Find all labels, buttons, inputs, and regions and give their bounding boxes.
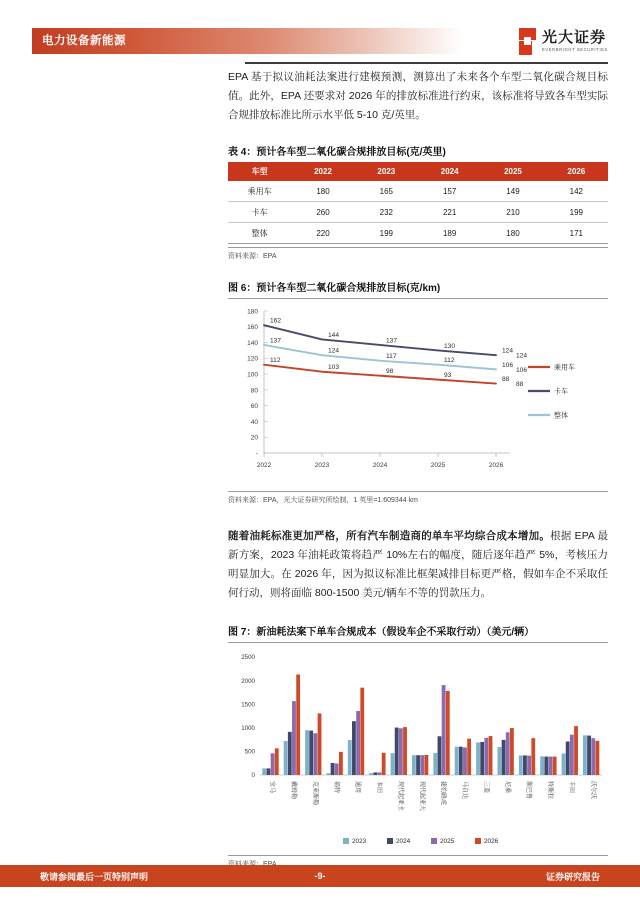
bar-2026-现代起亚大 — [424, 755, 428, 775]
bar-2025-丰田 — [570, 735, 574, 775]
x-axis-tick: 2023 — [314, 462, 330, 469]
legend-swatch-2026 — [475, 838, 481, 844]
x-axis-category: 宝马 — [268, 781, 275, 794]
bar-2026-斯巴鲁 — [531, 738, 535, 775]
bar-2025-通用 — [356, 711, 360, 775]
paragraph-2-rest: 根据 EPA 最新方案，2023 年油耗政策将趋严 10%左右的幅度，随后逐年趋严 5%，考核压力明显加大。在 2026 年，因为拟议标准比框架减排目标更严格，假如车企不采取任何行动，则将面临 800-1500 美元/辆车不等的罚款压力。 — [228, 530, 608, 599]
bar-2025-斯巴鲁 — [527, 756, 531, 775]
table-cell: 142 — [545, 181, 608, 202]
table-row — [228, 202, 608, 223]
bar-2024-宝马 — [267, 768, 271, 775]
x-axis-category: 现代起亚主 — [396, 781, 403, 812]
legend-label: 2026 — [484, 838, 499, 845]
data-label: 88 — [502, 376, 510, 384]
x-axis-tick: 2025 — [430, 462, 446, 469]
bar-2026-捷豹路虎 — [446, 691, 450, 775]
legend-label: 卡车 — [554, 388, 568, 396]
y-axis-tick: 20 — [250, 434, 258, 442]
data-label: 112 — [270, 357, 281, 365]
bar-2025-现代起亚主 — [399, 728, 403, 775]
table-4-header-4: 2025 — [481, 162, 544, 181]
bar-2024-通用 — [352, 721, 356, 775]
series-end-label: 106 — [516, 366, 528, 374]
bar-2025-三菱 — [484, 738, 488, 775]
x-axis-category: 捷豹路虎 — [439, 781, 446, 806]
x-axis-tick: 2022 — [256, 462, 272, 469]
table-cell: 165 — [355, 181, 418, 202]
bar-2023-本田 — [369, 773, 373, 775]
bar-2025-宝马 — [271, 753, 275, 775]
y-axis-tick: 40 — [250, 418, 258, 426]
bar-2023-捷豹路虎 — [433, 753, 437, 775]
y-axis-tick: 120 — [247, 355, 258, 363]
x-axis-category: 福特 — [332, 781, 339, 794]
bar-2026-福特 — [339, 752, 343, 775]
logo-name-cn: 光大证券 — [541, 28, 606, 46]
bar-2025-特斯拉 — [549, 757, 553, 775]
everbright-logo-icon — [519, 28, 536, 55]
table-cell: 199 — [545, 202, 608, 223]
data-label: 112 — [444, 357, 455, 365]
table-4-header-5: 2026 — [545, 162, 608, 181]
bar-2026-戴姆勒 — [296, 674, 300, 775]
table-4-header-1: 2022 — [291, 162, 354, 181]
bar-2025-本田 — [378, 772, 382, 775]
bar-2026-丰田 — [574, 726, 578, 775]
bar-2023-沃尔沃 — [583, 735, 587, 775]
data-label: 98 — [386, 368, 394, 376]
table-cell: 220 — [291, 223, 354, 244]
y-axis-tick: 2000 — [241, 677, 255, 685]
legend-label: 2025 — [440, 838, 455, 845]
x-axis-category: 丰田 — [567, 781, 574, 794]
bar-2023-通用 — [348, 740, 352, 775]
section-label: 电力设备新能源 — [42, 35, 126, 47]
bar-2025-戴姆勒 — [292, 701, 296, 775]
table-cell: 189 — [418, 223, 481, 244]
bar-2023-斯巴鲁 — [519, 755, 523, 775]
y-axis-tick: 160 — [247, 324, 258, 332]
x-axis-category: 三菱 — [482, 781, 489, 794]
figure-7-title: 图 7：新油耗法案下单车合规成本（假设车企不采取行动）（美元/辆） — [228, 627, 535, 638]
logo-name-en: EVERBRIGHT SECURITIES — [541, 46, 608, 52]
table-row — [228, 223, 608, 244]
data-label: 106 — [502, 361, 514, 369]
bar-2024-戴姆勒 — [288, 732, 292, 775]
table-4-title: 表 4：预计各车型二氧化碳合规排放目标(克/英里) — [228, 147, 446, 158]
bar-2024-现代起亚主 — [395, 728, 399, 775]
bar-2024-丰田 — [566, 741, 570, 775]
line-chart-svg — [228, 303, 608, 488]
series-end-label: 124 — [516, 352, 528, 360]
bar-chart-svg — [228, 647, 608, 852]
y-axis-tick: 180 — [247, 308, 258, 316]
y-axis-tick: 500 — [244, 748, 255, 756]
y-axis-tick: 0 — [251, 772, 255, 780]
bar-2023-三菱 — [476, 742, 480, 775]
bar-2026-沃尔沃 — [595, 741, 599, 775]
data-label: 137 — [270, 337, 282, 345]
legend-swatch-2024 — [387, 838, 393, 844]
table-4-source: 资料来源：EPA — [228, 247, 608, 261]
bar-2023-丰田 — [562, 754, 566, 775]
legend-swatch-2025 — [431, 838, 437, 844]
bar-2025-沃尔沃 — [591, 738, 595, 775]
figure-6-title: 图 6：预计各车型二氧化碳合规排放目标(克/km) — [228, 283, 441, 294]
bar-2024-捷豹路虎 — [438, 736, 442, 775]
x-axis-category: 戴姆勒 — [290, 781, 297, 800]
page-footer — [0, 865, 640, 887]
table-cell: 157 — [418, 181, 481, 202]
bar-2023-福特 — [326, 773, 330, 775]
bar-2025-克莱斯勒 — [313, 733, 317, 775]
bar-2026-马自达 — [467, 739, 471, 775]
exhibit-figure-7 — [228, 623, 608, 869]
data-label: 130 — [444, 342, 456, 350]
table-cell: 乘用车 — [228, 181, 291, 202]
data-label: 144 — [328, 331, 340, 339]
exhibit-figure-6 — [228, 279, 608, 505]
footer-page-number: -9- — [314, 871, 326, 881]
footer-report-type: 证券研究报告 — [545, 871, 600, 882]
data-label: 103 — [328, 364, 340, 372]
legend-swatch-2023 — [343, 838, 349, 844]
y-axis-tick: 1000 — [241, 725, 255, 732]
x-axis-category: 通用 — [354, 781, 361, 794]
bar-2023-现代起亚主 — [391, 753, 395, 775]
x-axis-category: 克莱斯勒 — [311, 781, 318, 806]
bar-2024-克莱斯勒 — [309, 731, 313, 775]
y-axis-tick: 60 — [250, 403, 258, 411]
bar-2024-三菱 — [480, 742, 484, 775]
table-cell: 180 — [291, 181, 354, 202]
figure-6-source: 资料来源：EPA，光大证券研究所绘制，1 英里=1.609344 km — [228, 491, 608, 505]
bar-2024-马自达 — [459, 747, 463, 775]
bar-2023-尼桑 — [497, 747, 501, 775]
table-cell: 232 — [355, 202, 418, 223]
table-cell: 221 — [418, 202, 481, 223]
bar-2024-斯巴鲁 — [523, 755, 527, 775]
bar-2025-马自达 — [463, 747, 467, 775]
x-axis-category: 现代起亚大 — [418, 781, 425, 812]
table-cell: 180 — [481, 223, 544, 244]
bar-2024-沃尔沃 — [587, 736, 591, 775]
y-axis-tick: 1500 — [241, 701, 255, 709]
paragraph-1: EPA 基于拟议油耗法案进行建模预测，测算出了未来各个车型二氧化碳合规目标值。此外，EPA 还要求对 2026 年的排放标准进行约束，该标准将导致各车型实际合规排放标准比所示水平低 5-10 克/英里。 — [228, 71, 608, 121]
content-column — [228, 68, 608, 869]
table-cell: 卡车 — [228, 202, 291, 223]
x-axis-category: 特斯拉 — [546, 781, 553, 800]
x-axis-category: 马自达 — [461, 781, 468, 800]
bar-2026-通用 — [360, 688, 364, 775]
bar-2025-捷豹路虎 — [442, 685, 446, 775]
bar-2023-克莱斯勒 — [305, 730, 309, 775]
y-axis-tick: 140 — [247, 339, 258, 347]
bar-2023-宝马 — [262, 768, 266, 775]
paragraph-2 — [228, 527, 608, 603]
data-label: 124 — [502, 347, 514, 355]
table-4 — [228, 162, 608, 244]
x-axis-category: 尼桑 — [503, 781, 510, 794]
table-cell: 171 — [545, 223, 608, 244]
table-cell: 199 — [355, 223, 418, 244]
header-rule — [245, 62, 608, 64]
bar-2026-现代起亚主 — [403, 727, 407, 775]
data-label: 162 — [270, 317, 282, 325]
table-cell: 149 — [481, 181, 544, 202]
table-4-header-3: 2024 — [418, 162, 481, 181]
bar-2025-尼桑 — [506, 732, 510, 775]
bar-2024-尼桑 — [502, 740, 506, 775]
bar-2023-特斯拉 — [540, 756, 544, 775]
y-axis-tick: 80 — [250, 387, 258, 395]
series-end-label: 88 — [516, 380, 524, 388]
table-row — [228, 181, 608, 202]
y-axis-tick: 100 — [247, 371, 258, 379]
brand-logo — [519, 24, 608, 58]
bar-2026-宝马 — [275, 748, 279, 775]
table-cell: 整体 — [228, 223, 291, 244]
bar-2026-尼桑 — [510, 728, 514, 775]
bar-2025-福特 — [335, 763, 339, 775]
legend-label: 乘用车 — [554, 364, 575, 372]
x-axis-category: 本田 — [375, 781, 382, 794]
exhibit-table-4 — [228, 143, 608, 261]
bar-2024-特斯拉 — [544, 757, 548, 775]
bar-2023-马自达 — [455, 747, 459, 775]
paragraph-2-lead: 随着油耗标准更加严格，所有汽车制造商的单车平均综合成本增加。 — [228, 530, 551, 542]
bar-2026-三菱 — [489, 736, 493, 775]
figure-7-bar-chart — [228, 647, 608, 852]
data-label: 117 — [386, 353, 397, 361]
table-cell: 210 — [481, 202, 544, 223]
legend-label: 2023 — [352, 838, 367, 845]
x-axis-tick: 2024 — [372, 462, 388, 469]
bar-2025-现代起亚大 — [420, 755, 424, 775]
x-axis-tick: 2026 — [488, 462, 504, 469]
y-axis-tick: - — [255, 450, 258, 458]
table-cell: 260 — [291, 202, 354, 223]
bar-2026-特斯拉 — [553, 757, 557, 775]
bar-2024-现代起亚大 — [416, 755, 420, 775]
header-band — [32, 28, 462, 54]
data-label: 93 — [444, 372, 452, 380]
legend-label: 整体 — [554, 412, 568, 420]
bar-2023-戴姆勒 — [284, 741, 288, 775]
legend-label: 2024 — [396, 838, 411, 845]
table-4-header-0: 车型 — [228, 162, 291, 181]
page-header — [0, 28, 640, 68]
bar-2023-现代起亚大 — [412, 755, 416, 775]
x-axis-category: 沃尔沃 — [589, 781, 596, 800]
bar-2026-本田 — [382, 753, 386, 775]
table-4-header-2: 2023 — [355, 162, 418, 181]
y-axis-tick: 2500 — [241, 654, 255, 662]
bar-2024-本田 — [373, 772, 377, 775]
bar-2024-福特 — [331, 763, 335, 775]
data-label: 137 — [386, 337, 398, 345]
footer-disclaimer: 敬请参阅最后一页特别声明 — [40, 871, 149, 882]
table-header-row — [228, 162, 608, 181]
data-label: 124 — [328, 347, 340, 355]
bar-2026-克莱斯勒 — [318, 713, 322, 775]
x-axis-category: 斯巴鲁 — [525, 781, 532, 800]
figure-6-line-chart — [228, 303, 608, 488]
